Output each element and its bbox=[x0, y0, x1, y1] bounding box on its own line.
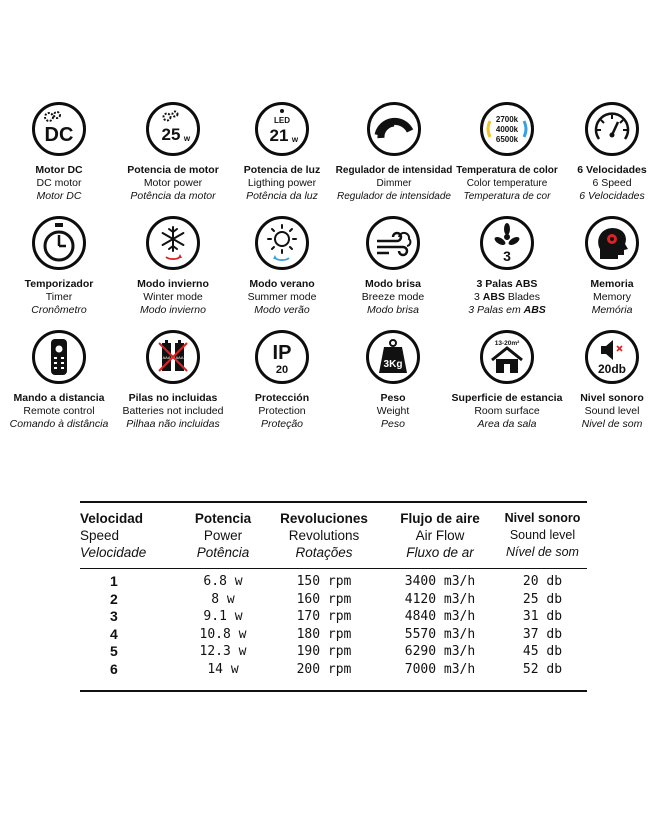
svg-text:20: 20 bbox=[275, 364, 289, 376]
svg-text:AAA: AAA bbox=[162, 355, 171, 360]
feature-color-temperature: 2700k 4000k 6500k Temperatura de color Color temperature Temperatura de cor bbox=[449, 102, 565, 203]
feature-dimmer: Regulador de intensidad Dimmer Regulador de intensidade bbox=[335, 102, 453, 203]
table-cell: 12.3 w bbox=[199, 644, 247, 659]
svg-text:21: 21 bbox=[269, 126, 289, 145]
svg-text:IP: IP bbox=[272, 342, 292, 364]
sun-icon bbox=[255, 216, 309, 270]
batteries-icon bbox=[146, 330, 200, 384]
table-cell: 2 bbox=[110, 590, 118, 607]
feature-breeze-mode: Modo brisa Breeze mode Modo brisa bbox=[337, 216, 449, 317]
table-cell: 25 db bbox=[522, 591, 563, 607]
feature-protection: IP 20 Protección Protection Proteção bbox=[226, 330, 338, 431]
snowflake-icon bbox=[146, 216, 200, 270]
feature-sound-level: 20db Nivel sonoro Sound level Nivel de som bbox=[556, 330, 668, 431]
table-cell: 14 w bbox=[207, 661, 239, 677]
feature-speed: 6 Velocidades 6 Speed 6 Velocidades bbox=[556, 102, 668, 203]
table-row bbox=[80, 626, 587, 644]
table-cell: 4120 m3/h bbox=[404, 591, 476, 607]
table-cell: 4 bbox=[110, 625, 118, 642]
speaker-icon bbox=[585, 330, 639, 384]
feature-batteries: AAA AAA Pilas no incluidas Batteries not included Pilhaa não incluidas bbox=[115, 330, 231, 431]
feature-weight: 3Kg Peso Weight Peso bbox=[337, 330, 449, 431]
color-temperature-icon bbox=[480, 102, 534, 156]
feature-winter-mode: Modo invierno Winter mode Modo invierno bbox=[117, 216, 229, 317]
svg-text:w: w bbox=[291, 135, 299, 144]
table-bottom-rule bbox=[80, 690, 587, 692]
table-row bbox=[80, 561, 587, 591]
table-cell: 20 db bbox=[522, 574, 563, 589]
table-cell: 7000 m3/h bbox=[404, 661, 476, 677]
table-cell: 45 db bbox=[522, 644, 563, 659]
svg-text:20db: 20db bbox=[597, 362, 627, 376]
dimmer-icon bbox=[367, 102, 421, 156]
fan-blades-icon bbox=[480, 216, 534, 270]
table-cell: 170 rpm bbox=[296, 609, 352, 624]
header-power: Potencia Power Potência bbox=[194, 511, 252, 560]
breeze-icon bbox=[366, 216, 420, 270]
header-revolutions: Revoluciones Revolutions Rotações bbox=[280, 511, 368, 560]
svg-text:6500k: 6500k bbox=[495, 135, 519, 144]
feature-dc-motor: DC Motor DC DC motor Motor DC bbox=[3, 102, 115, 203]
table-cell: 4840 m3/h bbox=[404, 609, 476, 624]
table-cell: 200 rpm bbox=[296, 661, 352, 677]
speed-gauge-icon bbox=[585, 102, 639, 156]
weight-icon bbox=[366, 330, 420, 384]
remote-control-icon bbox=[32, 330, 86, 384]
table-row bbox=[80, 661, 587, 679]
svg-text:w: w bbox=[183, 134, 191, 143]
table-header-row bbox=[80, 502, 587, 561]
light-power-icon bbox=[255, 102, 309, 156]
table-row bbox=[80, 591, 587, 609]
memory-head-icon bbox=[585, 216, 639, 270]
feature-light-power: LED 21 w Potencia de luz Ligthing power Potência da luz bbox=[226, 102, 338, 203]
table-cell: 6290 m3/h bbox=[404, 644, 476, 659]
table-cell: 9.1 w bbox=[203, 609, 243, 624]
svg-text:3Kg: 3Kg bbox=[383, 359, 403, 370]
feature-timer: Temporizador Timer Cronômetro bbox=[3, 216, 115, 317]
svg-text:25: 25 bbox=[161, 125, 181, 144]
table-cell: 160 rpm bbox=[296, 591, 352, 607]
dc-motor-icon bbox=[32, 102, 86, 156]
header-air-flow: Flujo de aire Air Flow Fluxo de ar bbox=[400, 511, 480, 560]
header-sound-level: Nivel sonoro Sound level Nível de som bbox=[504, 511, 581, 559]
table-row bbox=[80, 643, 587, 661]
feature-remote-control: Mando a distancia Remote control Comando à distância bbox=[3, 330, 115, 431]
svg-text:2700k: 2700k bbox=[495, 115, 519, 124]
table-cell: 6.8 w bbox=[203, 574, 243, 589]
table-cell: 37 db bbox=[522, 626, 563, 642]
table-cell: 10.8 w bbox=[199, 626, 247, 642]
table-cell: 52 db bbox=[522, 661, 563, 677]
table-cell: 1 bbox=[110, 573, 118, 589]
feature-room-surface: 13-20m² Superficie de estancia Room surface Area da sala bbox=[449, 330, 565, 431]
table-cell: 6 bbox=[110, 660, 118, 677]
table-cell: 8 w bbox=[211, 591, 235, 607]
table-cell: 5570 m3/h bbox=[404, 626, 476, 642]
stopwatch-icon bbox=[32, 216, 86, 270]
speed-specs-table bbox=[80, 502, 587, 678]
svg-text:13-20m²: 13-20m² bbox=[494, 340, 520, 347]
svg-text:3: 3 bbox=[503, 248, 511, 264]
table-cell: 190 rpm bbox=[296, 644, 352, 659]
header-speed: Velocidad Speed Velocidade bbox=[80, 511, 147, 560]
ip20-icon bbox=[255, 330, 309, 384]
table-cell: 180 rpm bbox=[296, 626, 352, 642]
table-cell: 3 bbox=[110, 608, 118, 624]
motor-power-icon bbox=[146, 102, 200, 156]
svg-text:AAA: AAA bbox=[175, 355, 184, 360]
svg-text:LED: LED bbox=[274, 116, 290, 125]
feature-summer-mode: Modo verano Summer mode Modo verão bbox=[226, 216, 338, 317]
table-body bbox=[80, 561, 587, 678]
feature-abs-blades: 3 3 Palas ABS 3 ABS Blades 3 Palas em ABS bbox=[449, 216, 565, 317]
table-cell: 31 db bbox=[522, 609, 563, 624]
table-cell: 150 rpm bbox=[296, 574, 352, 589]
table-row bbox=[80, 608, 587, 626]
table-cell: 5 bbox=[110, 643, 118, 659]
house-icon bbox=[480, 330, 534, 384]
svg-text:4000k: 4000k bbox=[495, 125, 519, 134]
svg-text:DC: DC bbox=[44, 124, 74, 146]
feature-memory: Memoria Memory Memória bbox=[556, 216, 668, 317]
table-cell: 3400 m3/h bbox=[404, 574, 476, 589]
feature-motor-power: 25 w Potencia de motor Motor power Potência da motor bbox=[117, 102, 229, 203]
